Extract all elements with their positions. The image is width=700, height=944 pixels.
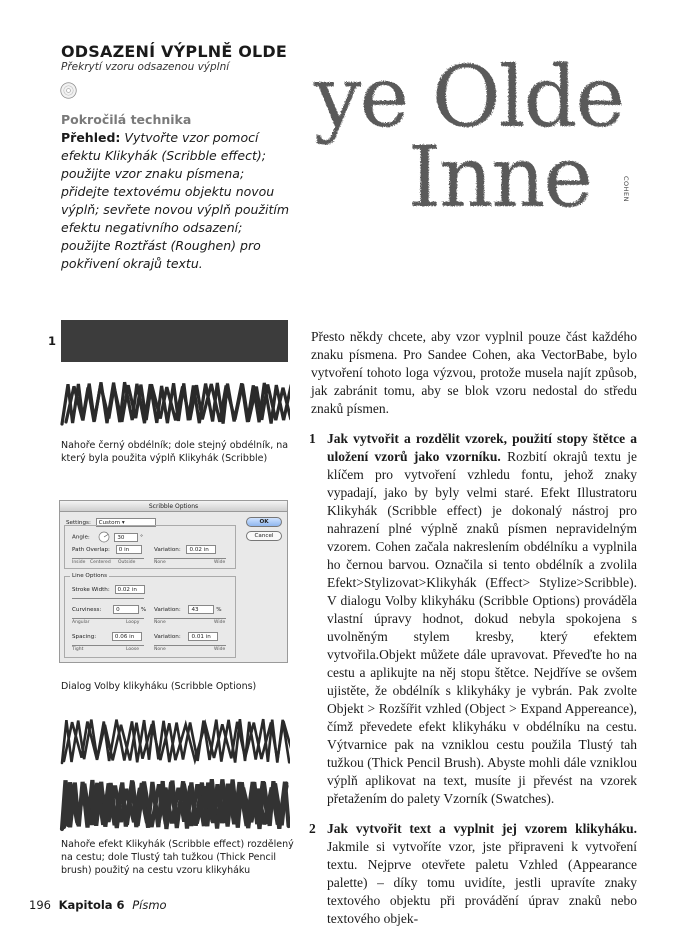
step-text: Jakmile si vytvoříte vzor, jste připraveni k vytvoření textu. Nejprve otevřete paletu Vzhled (Appearance palette) – díky tomu uvidíte, jestli upravíte znaky textového objektu při provádění úprav znaků nebo textového objek- (327, 839, 637, 926)
path-overlap-row (72, 545, 142, 554)
variation3-input[interactable]: 0.01 in (188, 632, 218, 641)
spacing-tick: None (154, 647, 166, 652)
curviness-label: Curviness: (72, 607, 102, 613)
overlap-tick: None (154, 560, 166, 565)
chapter-label: Kapitola 6 (58, 898, 125, 912)
variation1-slider[interactable] (154, 558, 226, 559)
overlap-tick: Outside (118, 560, 136, 565)
spacing-slider[interactable] (72, 645, 144, 646)
variation3-row (154, 632, 218, 641)
cancel-button[interactable]: Cancel (246, 531, 282, 541)
percent-sign: % (216, 607, 222, 613)
spacing-input[interactable]: 0.06 in (112, 632, 142, 641)
curviness-input[interactable]: 0 (113, 605, 139, 614)
variation2-label: Variation: (154, 607, 181, 613)
stroke-width-slider[interactable] (72, 598, 144, 599)
step-number: 2 (309, 821, 316, 836)
angle-input[interactable]: 30 (114, 533, 138, 542)
path-overlap-slider[interactable] (72, 558, 144, 559)
overlap-tick: Inside (72, 560, 86, 565)
angle-row (72, 531, 143, 543)
variation3-slider[interactable] (154, 645, 226, 646)
spacing-tick: Tight (72, 647, 84, 652)
path-overlap-input[interactable]: 0 in (116, 545, 142, 554)
scribble-paths-figure (58, 715, 290, 833)
caption-scribble-rectangle: Nahoře černý obdélník; dole stejný obdélník, na který byla použita výplň Klikyhák (Scribble) (61, 440, 289, 464)
spacing-label: Spacing: (72, 634, 97, 640)
variation2-slider[interactable] (154, 618, 226, 619)
settings-select[interactable]: Custom ▾ (96, 518, 156, 527)
section-subtitle: Překrytí vzoru odsazenou výplní (61, 61, 230, 73)
intro-paragraph: Přesto někdy chcete, aby vzor vyplnil pouze část každého znaku písmena. Pro Sandee Cohen, aka VectorBabe, bylo vytvoření tohoto loga výzvou, protože musela najít způsob, jak zabránit tomu, aby se blok vzoru nedostal do středu znaků písmen. (311, 329, 637, 416)
percent-sign: % (140, 607, 147, 613)
variation2-row (154, 605, 222, 614)
step-title: Jak vytvořit text a vyplnit jej vzorem klikyháku. (327, 821, 637, 836)
step-2 (311, 820, 637, 928)
variation3-label: Variation: (154, 634, 181, 640)
ye-olde-inne-logo (308, 58, 648, 218)
scribble-options-dialog (59, 500, 288, 663)
page-footer (29, 898, 167, 912)
page-number: 196 (29, 898, 51, 912)
dialog-title: Scribble Options (60, 501, 287, 512)
step-text: Rozbití okrajů textu je klíčem pro vytvoření vzhledu fontu, jehož znaky vypadají, jako by byly velmi staré. Efekt Illustratoru Klikyhák (Scribble effect) je dokonalý nástroj pro nahrazení plné výplně znaků písmen nepravidelným vzorem. Cohen začala nakreslením obdélníku a vyplnila ho černou barvou. Označila si tento obdélník a zvolila Efekt>Stylizovat>Klikyhák (Effect> Stylize>Scribble). V dialogu Volby klikyháku (Scribble Options) prováděla vlastní úpravy hodnot, dokud nebyla spokojena s uvolněným stylem kresby, který efektem vytvořila.Objekt můžete dále upravovat. Převeďte ho na cestu a aplikujte na něj stopu štětce. Nejdříve se ovšem ujistěte, že obdélník s klikyháky je vybrán. Pak zvolte Objekt > Rozšířit vzhled (Object > Expand Appereance), čímž převedete efekt klikyháku v obdélníku na cestu. Výtvarnice pak na vzniklou cestu použila Tlustý tah tužkou (Thick Pencil Brush). Abyste mohli dále vzniklou výplň aplikovat na text, musíte ji převést na vzorek přetažením do palety Vzorník (Swatches). (327, 449, 637, 806)
settings-value: Custom (98, 520, 121, 526)
logo-line1: ye Olde (314, 58, 624, 146)
path-overlap-label: Path Overlap: (72, 547, 110, 553)
variation2-input[interactable]: 43 (188, 605, 214, 614)
step-title: Jak vytvořit a rozdělit vzorek, použití stopy štětce a uložení vzorů jako vzorníku. (327, 431, 637, 464)
cd-icon (60, 82, 77, 99)
overlap-tick: Wide (214, 560, 226, 565)
curviness-row (72, 605, 146, 614)
curviness-tick: None (154, 620, 166, 625)
stroke-width-input[interactable]: 0.02 in (115, 585, 145, 594)
line-options-label: Line Options (72, 573, 108, 579)
scribble-fill-rectangle (58, 378, 290, 428)
spacing-row (72, 632, 142, 641)
body-text (311, 328, 637, 940)
curviness-tick: Loopy (126, 620, 140, 625)
variation1-input[interactable]: 0.02 in (186, 545, 216, 554)
section-title: ODSAZENÍ VÝPLNĚ OLDE (61, 42, 288, 61)
spacing-tick: Wide (214, 647, 226, 652)
curviness-slider[interactable] (72, 618, 144, 619)
caption-scribble-paths: Nahoře efekt Klikyhák (Scribble effect) rozdělený na cestu; dole Tlustý tah tužkou (Thick Pencil brush) použitý na cestu vzoru klikyháku (61, 839, 294, 876)
settings-label: Settings: (66, 520, 91, 526)
section-label: Písmo (132, 898, 167, 912)
overview-label: Přehled: (61, 130, 121, 145)
spacing-tick: Loose (126, 647, 140, 652)
step-number: 1 (309, 431, 316, 446)
black-rectangle (61, 320, 288, 362)
angle-label: Angle: (72, 534, 90, 541)
overview (61, 129, 293, 273)
logo-line2: Inne (408, 128, 592, 218)
stroke-width-label: Stroke Width: (72, 587, 110, 593)
angle-dial-icon[interactable] (98, 531, 110, 543)
variation1-label: Variation: (154, 547, 181, 553)
curviness-tick: Wide (214, 620, 226, 625)
curviness-tick: Angular (72, 620, 90, 625)
degree-sign: ° (140, 534, 143, 541)
overview-text: Vytvořte vzor pomocí efektu Klikyhák (Scribble effect); použijte vzor znaku písmena; přidejte textovému objektu novou výplň; sevřete novou výplň použitím efektu negativního odsazení; použijte Roztřást (Roughen) pro pokřivení okrajů textu. (61, 130, 290, 271)
figure-number: 1 (48, 334, 57, 348)
overlap-tick: Centered (90, 560, 111, 565)
technique-label: Pokročilá technika (61, 112, 192, 127)
stroke-width-row (72, 585, 145, 594)
caption-dialog: Dialog Volby klikyháku (Scribble Options) (61, 681, 257, 692)
step-1 (311, 430, 637, 808)
ok-button[interactable]: OK (246, 517, 282, 527)
variation1-row (154, 545, 216, 554)
logo-credit: COHEN (622, 176, 630, 203)
